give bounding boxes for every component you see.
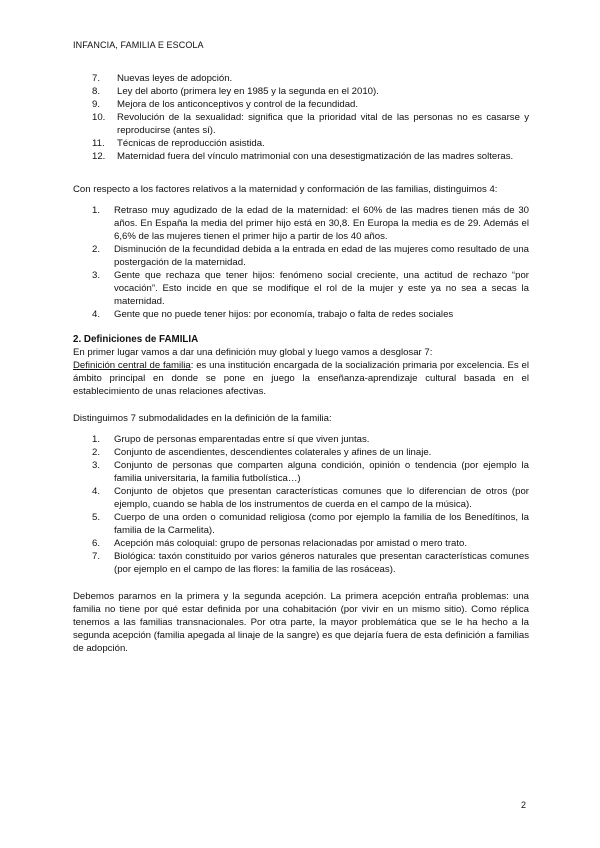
definition-intro: En primer lugar vamos a dar una definición muy global y luego vamos a desglosar 7: xyxy=(73,347,433,358)
list-item: 9. Mejora de los anticonceptivos y control de la fecundidad. xyxy=(92,99,359,110)
list-item: 2. Conjunto de ascendientes, descendientes colaterales y afines de un linaje. xyxy=(92,447,432,458)
list-item: 1. Grupo de personas emparentadas entre sí que viven juntas. xyxy=(92,434,370,445)
list-item: 10. Revolución de la sexualidad: significa que la prioridad vital de las personas no es casarse y reproducirse (antes sí). xyxy=(92,112,529,136)
submodalities-intro: Distinguimos 7 submodalidades en la definición de la familia: xyxy=(73,413,332,424)
page-header: INFANCIA, FAMILIA E ESCOLA xyxy=(73,40,204,50)
list-item: 7. Biológica: taxón constituido por varios géneros naturales que presentan características comunes (por ejemplo en el campo de las flores: la familia de las rosáceas). xyxy=(92,551,529,575)
maternity-factors-list xyxy=(73,204,529,321)
section-heading: 2. Definiciones de FAMILIA xyxy=(73,334,199,345)
list-item: 4. Gente que no puede tener hijos: por economía, trabajo o falta de redes sociales xyxy=(92,309,454,320)
factors-intro-paragraph: Con respecto a los factores relativos a la maternidad y conformación de las familias, distinguimos 4: xyxy=(73,184,498,195)
definition-text: : es una institución encargada de la socialización primaria por excelencia. Es el ámbito principal en donde se pone en juego la enseñanza-aprendizaje cultural basada en el establecimiento de unas relaciones afectivas. xyxy=(73,360,529,397)
list-item: 7. Nuevas leyes de adopción. xyxy=(92,73,233,84)
list-item: 3. Gente que rechaza que tener hijos: fenómeno social creciente, una actitud de rechazo “por vocación”. Esto incide en que se modifique el rol de la mujer y este ya no sea a secas la maternidad. xyxy=(92,270,529,307)
submodalities-list xyxy=(73,433,529,576)
list-item: 12. Maternidad fuera del vínculo matrimonial con una desestigmatización de las madres solteras. xyxy=(92,151,514,162)
list-item: 8. Ley del aborto (primera ley en 1985 y la segunda en el 2010). xyxy=(92,86,379,97)
page-number: 2 xyxy=(521,800,527,810)
list-item: 1. Retraso muy agudizado de la edad de la maternidad: el 60% de las madres tienen más de 30 años. En España la media del primer hijo está en 30,8. En Europa la media es de 29. Además el 6,6% de las mujeres tienen el primer hijo a partir de los 40 años. xyxy=(92,205,529,242)
document-body xyxy=(73,72,529,655)
list-item: 2. Disminución de la fecundidad debida a la entrada en edad de las mujeres como resultado de una postergación de la maternidad. xyxy=(92,244,529,268)
list-item: 4. Conjunto de objetos que presentan características comunes que lo diferencian de otros (por ejemplo, cuando se habla de los instrumentos de cuerda en el campo de la música). xyxy=(92,486,529,510)
definition-term: Definición central de familia xyxy=(73,360,191,371)
factors-list-continued xyxy=(73,72,529,163)
definition-paragraph xyxy=(73,359,529,398)
closing-paragraph: Debemos pararnos en la primera y la segunda acepción. La primera acepción entraña problemas: una familia no tiene por qué estar definida por una cohabitación (por vivir en un mismo sitio). Como réplica tenemos a las familias transnacionales. Por otra parte, la mayor problemática que se le ha hecho a la segunda acepción (familia apegada al linaje de la sangre) es que dejaría fuera de esta definición a familias de adopción. xyxy=(73,591,529,654)
list-item: 5. Cuerpo de una orden o comunidad religiosa (como por ejemplo la familia de los Benedítinos, la familia de la Carmelita). xyxy=(92,512,529,536)
list-item: 6. Acepción más coloquial: grupo de personas relacionadas por amistad o mero trato. xyxy=(92,538,468,549)
list-item: 11. Técnicas de reproducción asistida. xyxy=(92,138,265,149)
list-item: 3. Conjunto de personas que comparten alguna condición, opinión o tendencia (por ejemplo la familia universitaria, la familia futbolística…) xyxy=(92,460,529,484)
